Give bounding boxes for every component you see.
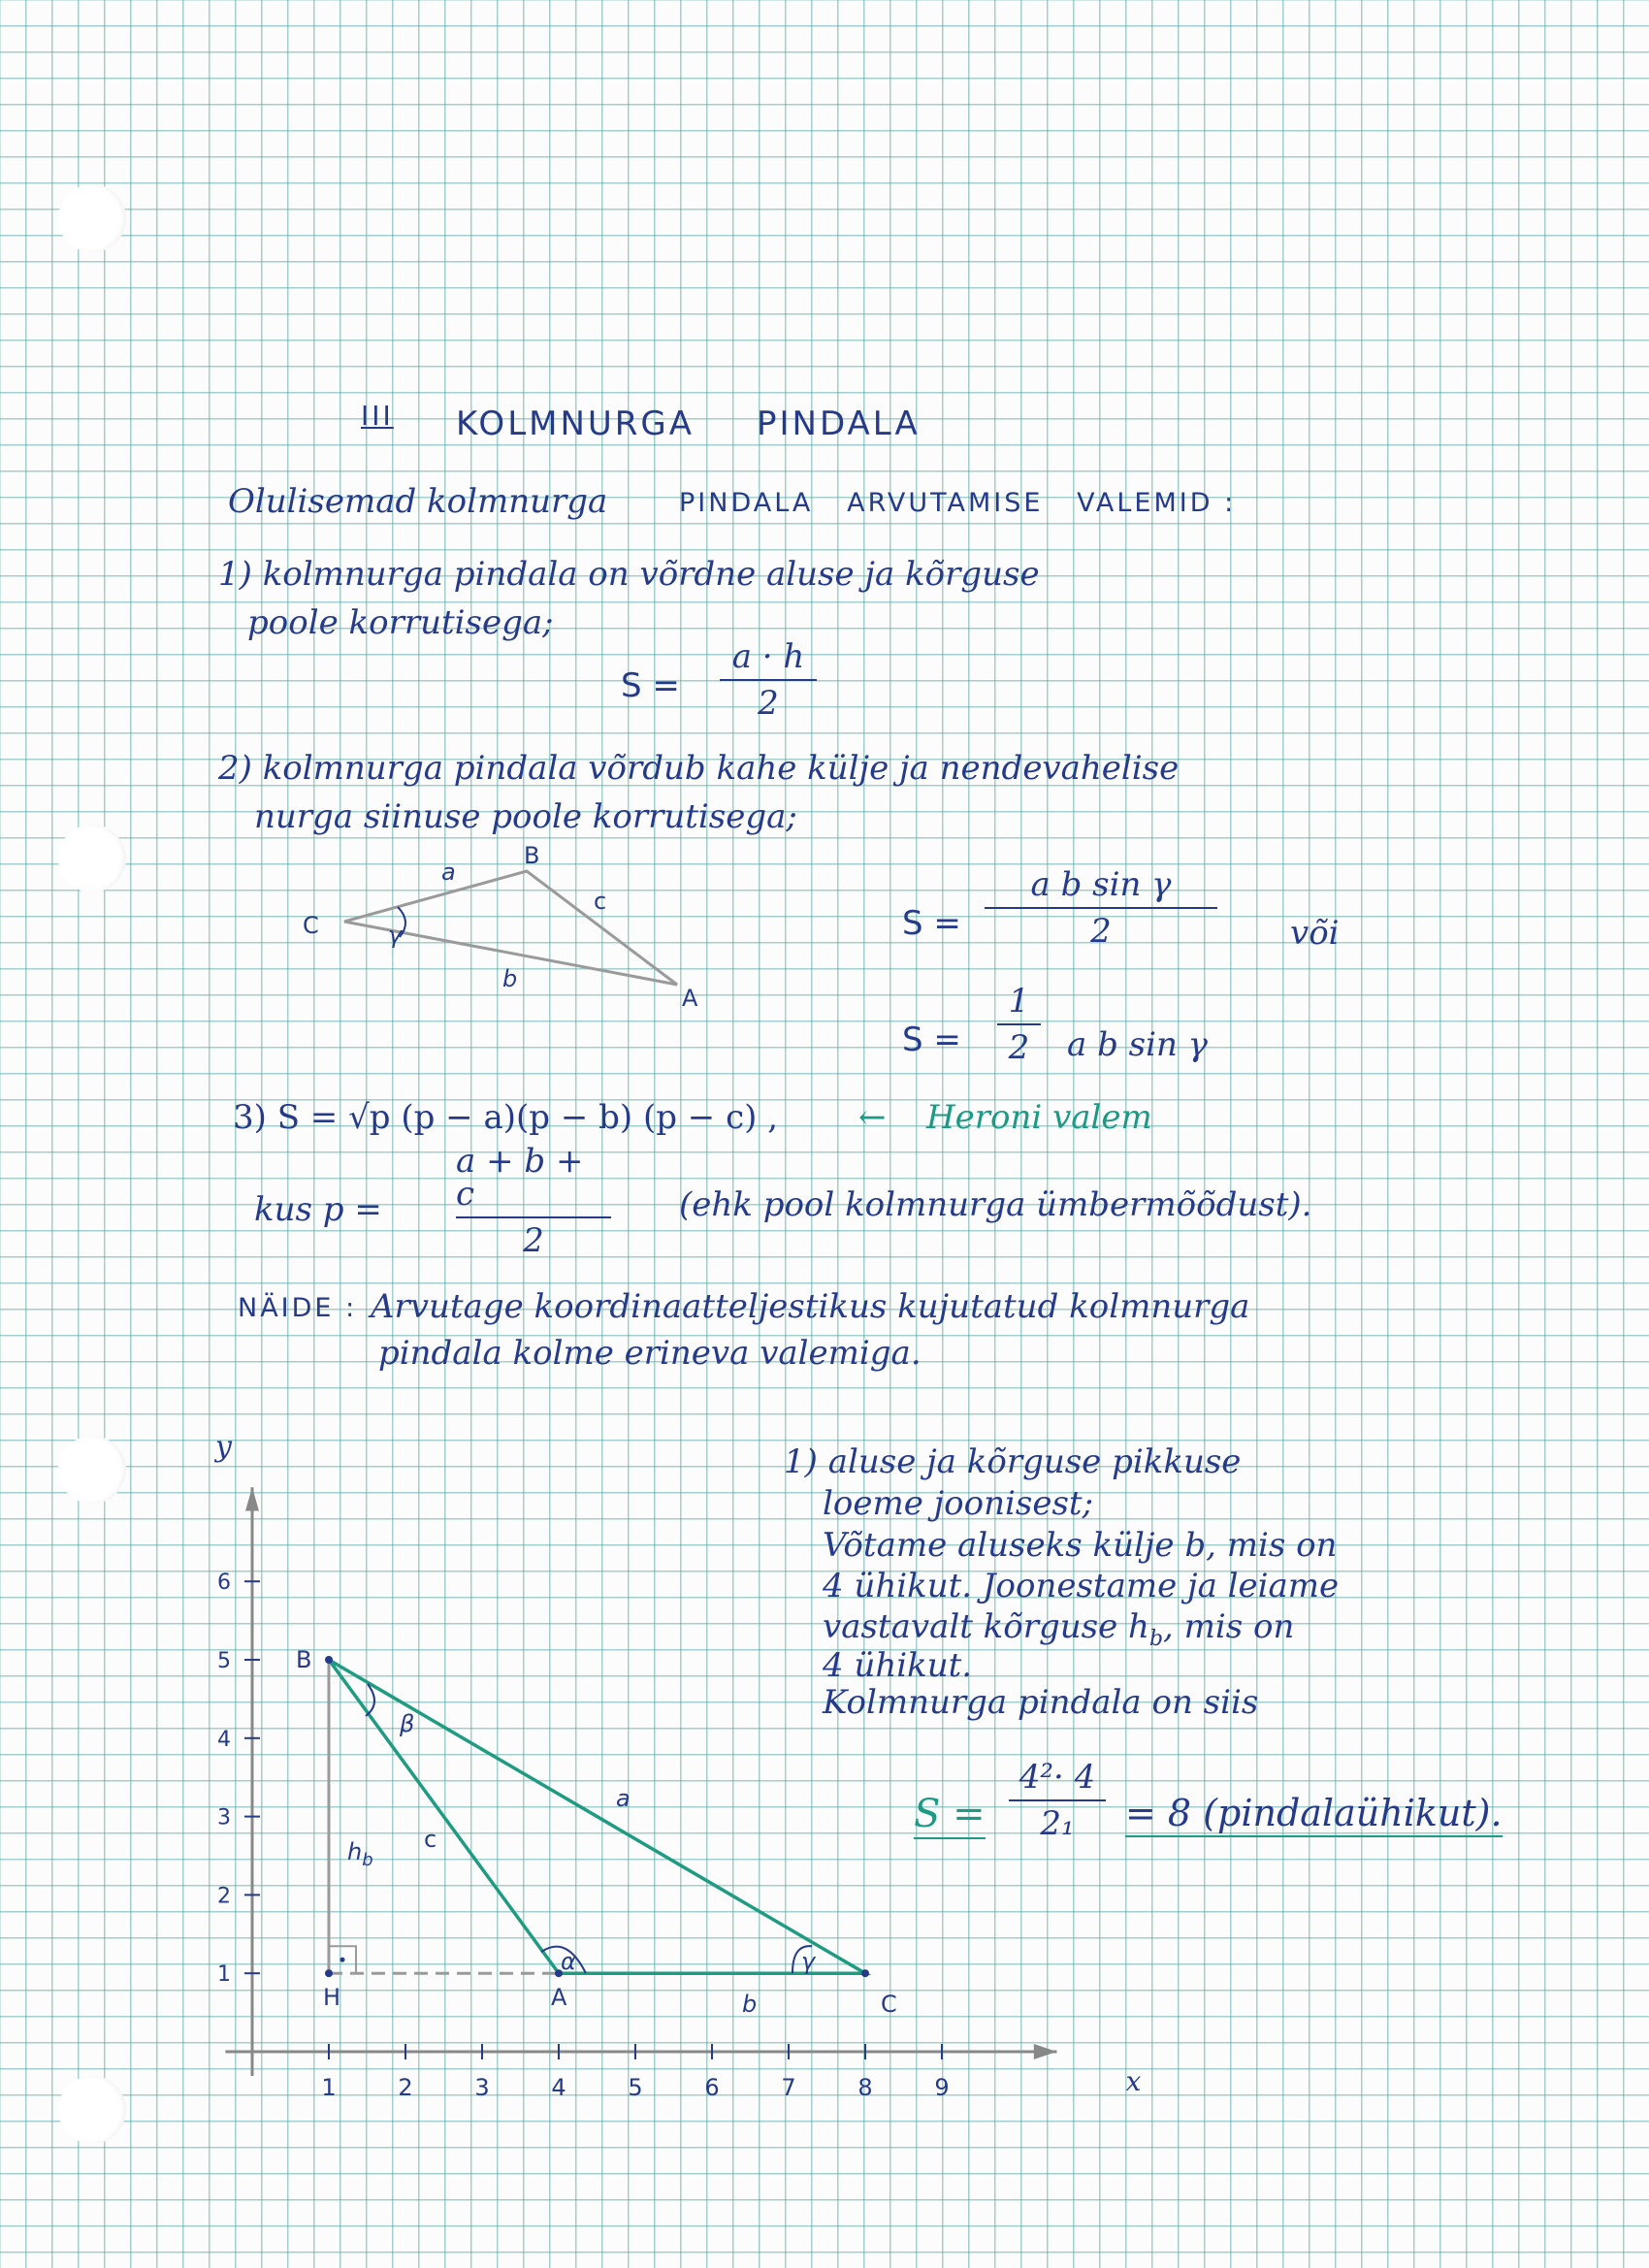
- formula2-line1: 2) kolmnurga pindala võrdub kahe külje ja nendevahelise: [218, 749, 1180, 788]
- formula1-denominator: 2: [758, 684, 779, 723]
- solution-fraction: [1009, 1758, 1106, 1843]
- x-tick-label: 1: [321, 2074, 337, 2101]
- formula2b-denominator: 2: [1008, 1028, 1030, 1067]
- big-label-beta: β: [400, 1710, 415, 1737]
- solution-line5-text: vastavalt kõrguse h: [823, 1607, 1149, 1646]
- solution-s: S =: [914, 1795, 986, 1839]
- small-label-b: b: [502, 965, 518, 992]
- y-axis-arrow: [245, 1487, 259, 1510]
- formula2-s: S =: [902, 904, 961, 943]
- solution-result: = 8 (pindalaühikut).: [1125, 1795, 1503, 1837]
- big-label-hb: [347, 1838, 373, 1870]
- formula1-line2: poole korrutisega;: [247, 603, 554, 642]
- big-label-H: H: [323, 1984, 341, 2011]
- right-angle-dot: [340, 1958, 345, 1962]
- point-C: [861, 1969, 869, 1977]
- small-label-C: C: [303, 912, 319, 939]
- x-tick-label: 9: [934, 2074, 950, 2101]
- big-label-alpha: α: [561, 1948, 576, 1975]
- solution-line4: 4 ühikut. Joonestame ja leiame: [823, 1567, 1340, 1605]
- big-label-c: c: [424, 1826, 437, 1853]
- formula2-or: või: [1290, 914, 1340, 953]
- y-tick-label: 1: [217, 1962, 231, 1988]
- x-axis-label: x: [1125, 2065, 1142, 2097]
- formula3-note: (ehk pool kolmnurga ümbermõõdust).: [679, 1185, 1312, 1224]
- solution-line3: Võtame aluseks külje b, mis on: [823, 1526, 1338, 1565]
- section-number: III: [361, 400, 394, 432]
- point-B: [325, 1656, 333, 1664]
- solution-line5-end: , mis on: [1163, 1607, 1295, 1646]
- page-title-word1: KOLMNURGA: [456, 405, 695, 443]
- formula2-numerator: a b sin γ: [1030, 865, 1172, 904]
- solution-denominator: 2₁: [1040, 1804, 1075, 1843]
- big-label-b: b: [742, 1991, 758, 2018]
- solution-line5: [823, 1607, 1295, 1651]
- y-tick-label: 4: [217, 1727, 231, 1752]
- hb-subscript: b: [362, 1849, 373, 1870]
- small-label-gamma: γ: [388, 922, 403, 949]
- intro-text: Olulisemad kolmnurga: [228, 482, 608, 521]
- formula3-p-denominator: 2: [523, 1221, 544, 1260]
- big-label-a: a: [616, 1785, 630, 1812]
- formula3: 3) S = √p (p − a)(p − b) (p − c) ,: [233, 1098, 779, 1137]
- point-H: [325, 1969, 333, 1977]
- formula2-line2: nurga siinuse poole korrutisega;: [254, 797, 797, 836]
- big-label-B: B: [296, 1646, 312, 1673]
- y-tick-label: 3: [217, 1805, 231, 1831]
- solution-line5-sub: b: [1148, 1626, 1164, 1651]
- heron-label: Heroni valem: [926, 1098, 1152, 1137]
- y-tick-label: 6: [217, 1571, 231, 1596]
- formula2-denominator: 2: [1090, 912, 1112, 951]
- x-tick-label: 5: [628, 2074, 643, 2101]
- x-tick-label: 8: [857, 2074, 873, 2101]
- solution-line7: Kolmnurga pindala on siis: [823, 1683, 1259, 1722]
- formula2b-numerator: 1: [1008, 982, 1030, 1021]
- fraction-bar: [1009, 1799, 1106, 1801]
- triangle-ABC: [329, 1660, 865, 1973]
- example-label: NÄIDE :: [238, 1293, 358, 1323]
- x-tick-label: 2: [398, 2074, 413, 2101]
- big-label-A: A: [551, 1984, 567, 2011]
- x-tick-label: 3: [474, 2074, 490, 2101]
- big-label-C: C: [881, 1991, 897, 2018]
- x-tick-label: 6: [704, 2074, 720, 2101]
- solution-line6: 4 ühikut.: [823, 1646, 973, 1685]
- page-title-word2: PINDALA: [757, 405, 921, 443]
- y-axis-label: y: [215, 1429, 232, 1464]
- formula2b-s: S =: [902, 1021, 961, 1059]
- formula3-where: kus p =: [254, 1190, 382, 1229]
- small-label-B: B: [524, 842, 540, 869]
- solution-line1: 1) aluse ja kõrguse pikkuse: [784, 1442, 1242, 1481]
- small-label-A: A: [682, 985, 698, 1012]
- solution-line2: loeme joonisest;: [823, 1484, 1094, 1523]
- y-tick-label: 5: [217, 1649, 231, 1673]
- example-line2: pindala kolme erineva valemiga.: [378, 1334, 922, 1373]
- intro-caps: PINDALA ARVUTAMISE VALEMID :: [679, 488, 1237, 518]
- formula1-line1: 1) kolmnurga pindala on võrdne aluse ja kõrguse: [218, 555, 1040, 594]
- solution-numerator: 4²· 4: [1018, 1758, 1096, 1797]
- x-tick-label: 7: [781, 2074, 796, 2101]
- formula1-numerator: a · h: [731, 637, 805, 676]
- x-tick-label: 4: [551, 2074, 566, 2101]
- small-label-c: c: [594, 888, 607, 915]
- small-label-a: a: [441, 859, 456, 886]
- x-axis-arrow: [1034, 2044, 1057, 2059]
- big-label-gamma: γ: [801, 1948, 816, 1975]
- formula3-p-numerator: a + b + c: [456, 1142, 584, 1214]
- formula2b-rest: a b sin γ: [1067, 1025, 1208, 1064]
- y-tick-label: 2: [217, 1884, 231, 1909]
- hb-letter: h: [347, 1838, 363, 1865]
- formula1-s: S =: [621, 666, 680, 705]
- example-line1: Arvutage koordinaatteljestikus kujutatud kolmnurga: [371, 1287, 1250, 1326]
- heron-arrow: ←: [858, 1098, 887, 1137]
